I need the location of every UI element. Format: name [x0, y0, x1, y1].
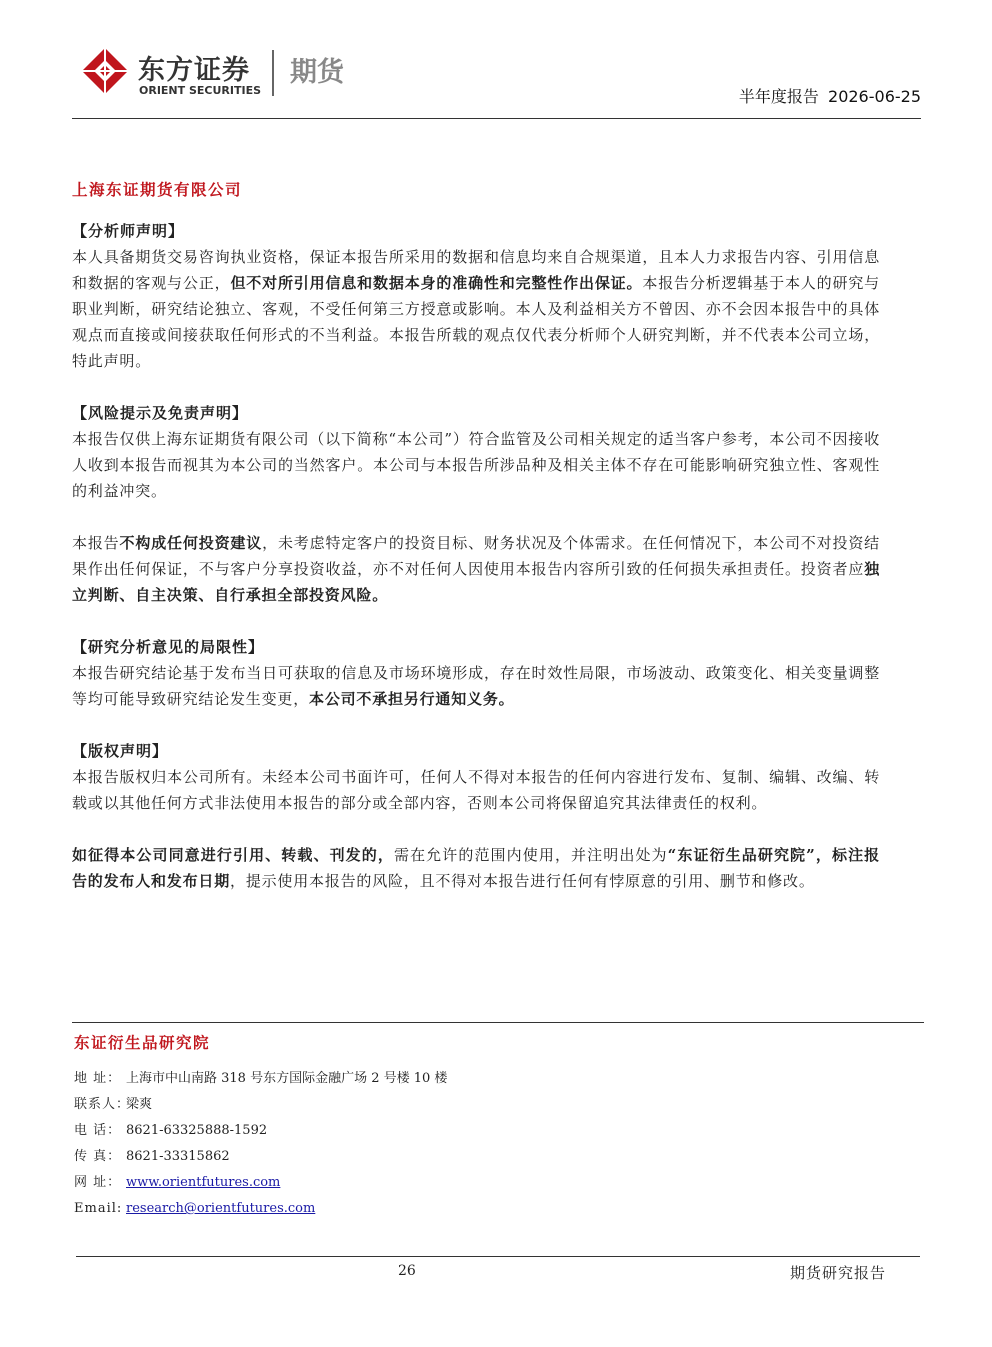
- copyright-paragraph-1: 本报告版权归本公司所有。未经本公司书面许可，任何人不得对本报告的任何内容进行发布、复制、编辑、改编、转载或以其他任何方式非法使用本报告的部分或全部内容，否则本公司将保留追究其法律责任的权利。: [72, 768, 880, 812]
- footer-report-type: 期货研究报告: [789, 1264, 886, 1282]
- contact-website: [74, 1170, 447, 1196]
- contact-value: 8621-63325888-1592: [126, 1123, 268, 1138]
- bold-text: 不构成任何投资建议: [119, 534, 263, 552]
- analyst-paragraph: [72, 244, 880, 374]
- contact-rule: [72, 1022, 924, 1023]
- contact-label: 网 址：: [74, 1175, 122, 1190]
- contact-block: [74, 1066, 447, 1222]
- page-number: 26: [398, 1263, 416, 1279]
- text: 本报告分析逻辑基于本人的研究与职业判断，研究结论独立、客观，不受任何第三方授意或影响。本人及利益相关方不曾因、亦不会因本报告中的具体观点而直接或间接获取任何形式的不当利益。本报告所载的观点仅代表分析师个人研究判断，并不代表本公司立场，特此声明。: [72, 274, 880, 370]
- analyst-heading: 【分析师声明】: [72, 222, 185, 240]
- text: 本报告: [72, 534, 120, 552]
- text: 需在允许的范围内使用，并注明出处为: [393, 846, 668, 864]
- report-date: 2026-06-25: [828, 87, 921, 106]
- contact-value: 8621-33315862: [126, 1149, 230, 1164]
- copyright-heading: 【版权声明】: [72, 742, 169, 760]
- contact-label: 传 真：: [74, 1149, 122, 1164]
- copyright-paragraph-2: [72, 842, 880, 894]
- bold-text: “东证衍生品研究院”，标注报告的发布人和发布日期: [72, 846, 880, 890]
- contact-label: Email:: [74, 1201, 123, 1216]
- bold-text: 但不对所引用信息和数据本身的准确性和完整性作出保证。: [230, 274, 643, 292]
- contact-email: [74, 1196, 447, 1222]
- risk-paragraph-2: [72, 530, 880, 608]
- contact-label: 联系人：: [74, 1097, 131, 1112]
- contact-person: [74, 1092, 447, 1118]
- risk-heading: 【风险提示及免责声明】: [72, 404, 249, 422]
- text: ，未考虑特定客户的投资目标、财务状况及个体需求。在任何情况下，本公司不对投资结果作出任何保证，不与客户分享投资收益，亦不对任何人因使用本报告内容所引致的任何损失承担责任。投资者应: [72, 534, 880, 578]
- website-link[interactable]: www.orientfutures.com: [126, 1175, 281, 1190]
- bold-text: 如征得本公司同意进行引用、转载、刊发的，: [72, 846, 394, 864]
- text: 本人具备期货交易咨询执业资格，保证本报告所采用的数据和信息均来自合规渠道，且本人力求报告内容、引用信息和数据的客观与公正，: [72, 248, 880, 292]
- contact-label: 地 址：: [74, 1071, 122, 1086]
- risk-paragraph-1: 本报告仅供上海东证期货有限公司（以下简称“本公司”）符合监管及公司相关规定的适当客户参考，本公司不因接收人收到本报告而视其为本公司的当然客户。本公司与本报告所涉品种及相关主体不存在可能影响研究独立性、客观性的利益冲突。: [72, 430, 880, 500]
- logo-divider: [272, 50, 274, 96]
- contact-phone: [74, 1118, 447, 1144]
- page-header: [0, 0, 992, 120]
- logo-name-cn: 东方证券: [138, 55, 250, 86]
- orient-logo-icon: [80, 46, 130, 96]
- company-name: 上海东证期货有限公司: [72, 180, 243, 199]
- contact-address: [74, 1066, 447, 1092]
- institute-name: 东证衍生品研究院: [74, 1033, 211, 1052]
- bold-text: 本公司不承担另行通知义务。: [309, 690, 515, 708]
- text: 本报告研究结论基于发布当日可获取的信息及市场环境形成，存在时效性局限，市场波动、政策变化、相关变量调整等均可能导致研究结论发生变更，: [72, 664, 880, 708]
- contact-fax: [74, 1144, 447, 1170]
- disclaimer-body: [72, 178, 880, 894]
- limits-heading: 【研究分析意见的局限性】: [72, 638, 265, 656]
- header-rule: [72, 118, 921, 119]
- report-info: [739, 84, 921, 107]
- contact-label: 电 话：: [74, 1123, 122, 1138]
- logo-subbrand: 期货: [290, 57, 344, 88]
- limits-paragraph: [72, 660, 880, 712]
- logo-name-en: ORIENT SECURITIES: [139, 84, 262, 97]
- report-type: 半年度报告: [738, 87, 819, 106]
- footer-rule: [76, 1256, 920, 1257]
- text: ，提示使用本报告的风险，且不得对本报告进行任何有悖原意的引用、删节和修改。: [230, 872, 815, 890]
- contact-value: 梁爽: [126, 1097, 153, 1112]
- contact-value: 上海市中山南路 318 号东方国际金融广场 2 号楼 10 楼: [126, 1071, 448, 1086]
- email-link[interactable]: research@orientfutures.com: [126, 1201, 316, 1216]
- bold-text: 独立判断、自主决策、自行承担全部投资风险。: [72, 560, 880, 604]
